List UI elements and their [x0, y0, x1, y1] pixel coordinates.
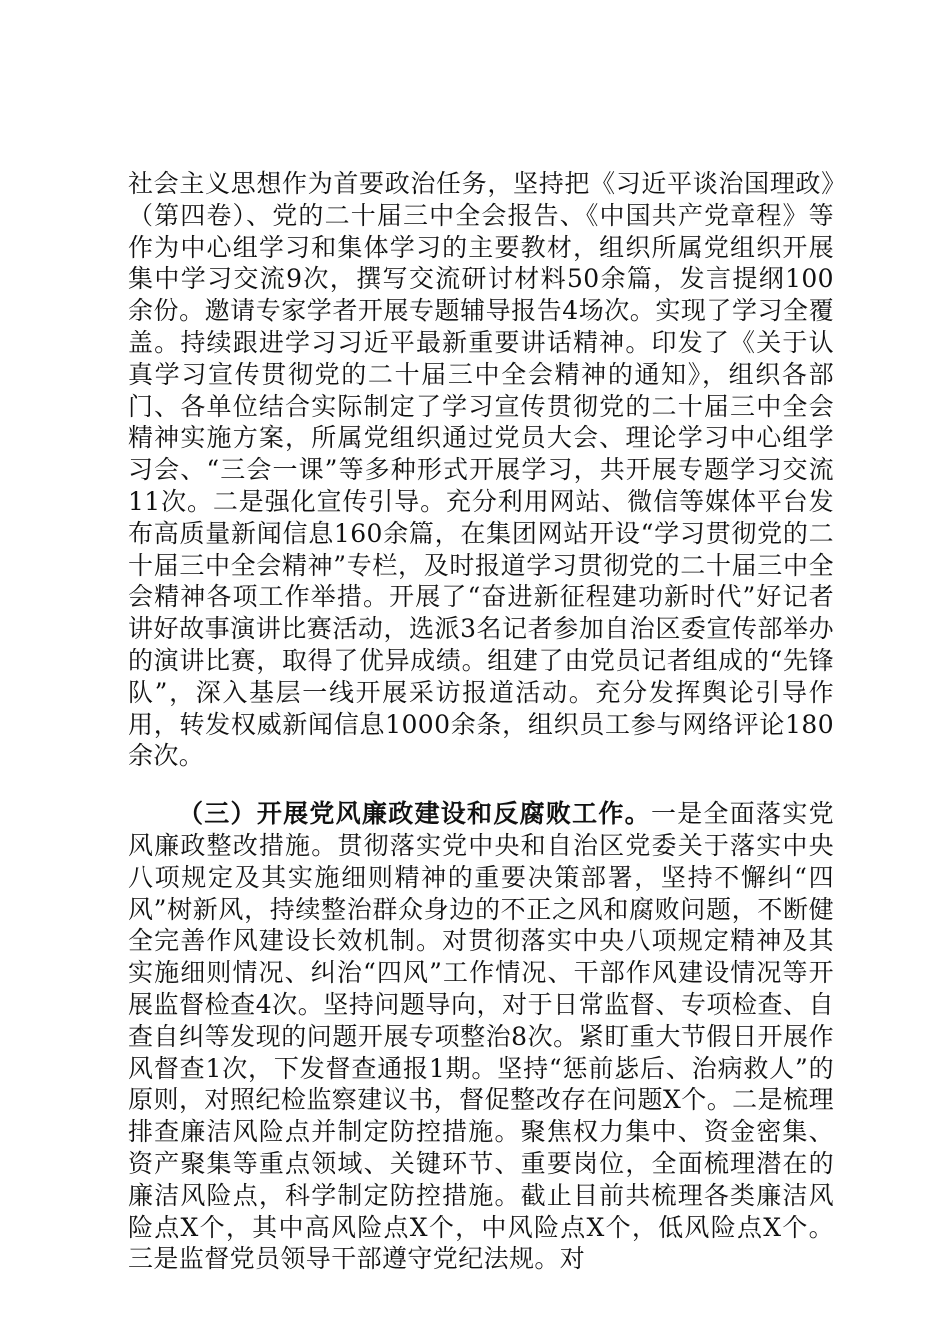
body-paragraph: 社会主义思想作为首要政治任务，坚持把《习近平谈治国理政》（第四卷）、党的二十届三中全会报告、《中国共产党章程》等作为中心组学习和集体学习的主要教材，组织所属党组织开展集中学习交流9次，撰写交流研讨材料50余篇，发言提纲100余份。邀请专家学者开展专题辅导报告4场次。实现了学习全覆盖。持续跟进学习习近平最新重要讲话精神。印发了《关于认真学习宣传贯彻党的二十届三中全会精神的通知》，组织各部门、各单位结合实际制定了学习宣传贯彻党的二十届三中全会精神实施方案，所属党组织通过党员大会、理论学习中心组学习会、“三会一课”等多种形式开展学习，共开展专题学习交流11次。二是强化宣传引导。充分利用网站、微信等媒体平台发布高质量新闻信息160余篇，在集团网站开设“学习贯彻党的二十届三中全会精神”专栏，及时报道学习贯彻党的二十届三中全会精神各项工作举措。开展了“奋进新征程建功新时代”好记者讲好故事演讲比赛活动，选派3名记者参加自治区委宣传部举办的演讲比赛，取得了优异成绩。组建了由党员记者组成的“先锋队”，深入基层一线开展采访报道活动。充分发挥舆论引导作用，转发权威新闻信息1000余条，组织员工参与网络评论180余次。 [128, 169, 834, 771]
document-page [128, 168, 834, 1275]
section-heading: （三）开展党风廉政建设和反腐败工作。 [178, 799, 651, 829]
section-body: 一是全面落实党风廉政整改措施。贯彻落实党中央和自治区党委关于落实中央八项规定及其实施细则精神的重要决策部署，坚持不懈纠“四风”树新风，持续整治群众身边的不正之风和腐败问题，不断健全完善作风建设长效机制。对贯彻落实中央八项规定精神及其实施细则情况、纠治“四风”工作情况、干部作风建设情况等开展监督检查4次。坚持问题导向，对于日常监督、专项检查、自查自纠等发现的问题开展专项整治8次。紧盯重大节假日开展作风督查1次，下发督查通报1期。坚持“惩前毖后、治病救人”的原则，对照纪检监察建议书，督促整改存在问题X个。二是梳理排查廉洁风险点并制定防控措施。聚焦权力集中、资金密集、资产聚集等重点领域、关键环节、重要岗位，全面梳理潜在的廉洁风险点，科学制定防控措施。截止目前共梳理各类廉洁风险点X个，其中高风险点X个，中风险点X个，低风险点X个。三是监督党员领导干部遵守党纪法规。对 [128, 799, 834, 1274]
section-paragraph [128, 798, 834, 1275]
